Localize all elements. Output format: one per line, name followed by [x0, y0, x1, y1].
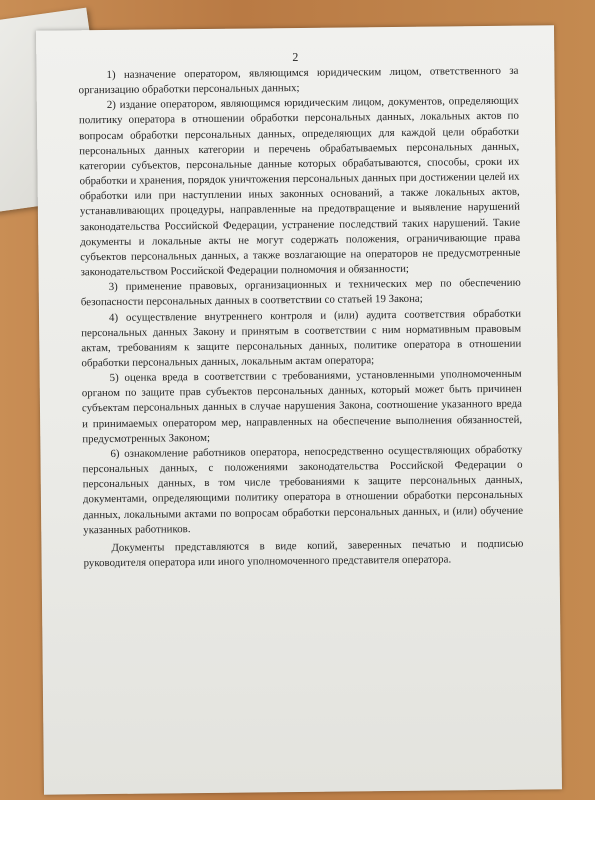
document-body — [78, 64, 523, 572]
paragraph-item-3: 3) применение правовых, организационных и технических мер по обеспечению безопасности персональных данных в соответствии со статьей 19 Закона; — [80, 276, 521, 309]
bottom-margin — [0, 800, 595, 842]
paragraph-item-1: 1) назначение оператором, являющимся юридическим лицом, ответственного за организацию обработки персональных данных; — [78, 64, 519, 97]
paragraph-item-5: 5) оценка вреда в соответствии с требованиями, установленными уполномоченным органом по защите прав субъектов персональных данных, который может быть причинен субъектам персональных данных в случае нарушения Закона, соотношение указанного вреда и принимаемых оператором мер, направленных на обеспечение выполнения обязанностей, предусмотренных Законом; — [81, 367, 523, 446]
paragraph-item-6: 6) ознакомление работников оператора, непосредственно осуществляющих обработку персональных данных, с положениями законодательства Российской Федерации о персональных данных, в том числе требованиями к защите персональных данных, документами, определяющими политику оператора в отношении обработки персональных данных, локальными актами по вопросам обработки персональных данных, и (или) обучение указанных работников. — [82, 443, 524, 536]
paragraph-item-2: 2) издание оператором, являющимся юридическим лицом, документов, определяющих политику оператора в отношении обработки персональных данных, локальных актов по вопросам обработки персональных данных, определяющих для каждой цели обработки персональных данных категории и перечень обрабатываемых персональных данных, категории субъектов, персональные данные которых обрабатываются, способы, сроки их обработки и хранения, порядок уничтожения персональных данных при достижении целей их обработки или при наступлении иных законных оснований, а также локальных актов, устанавливающих процедуры, направленные на предотвращение и выявление нарушений законодательства Российской Федерации, устранение последствий таких нарушений. Такие документы и локальные акты не могут содержать положения, ограничивающие права субъектов персональных данных, а также возлагающие на операторов не предусмотренные законодательством Российской Федерации полномочия и обязанности; — [78, 94, 521, 279]
paragraph-item-4: 4) осуществление внутреннего контроля и (или) аудита соответствия обработки персональных данных Закону и принятым в соответствии с ним нормативным правовым актам, требованиям к защите персональных данных, политике оператора в отношении обработки персональных данных, локальным актам оператора; — [81, 307, 522, 370]
paragraph-closing: Документы представляются в виде копий, заверенных печатью и подписью руководителя оператора или иного уполномоченного представителя оператора. — [83, 537, 524, 570]
page-number: 2 — [292, 49, 299, 65]
document-page — [36, 25, 562, 794]
